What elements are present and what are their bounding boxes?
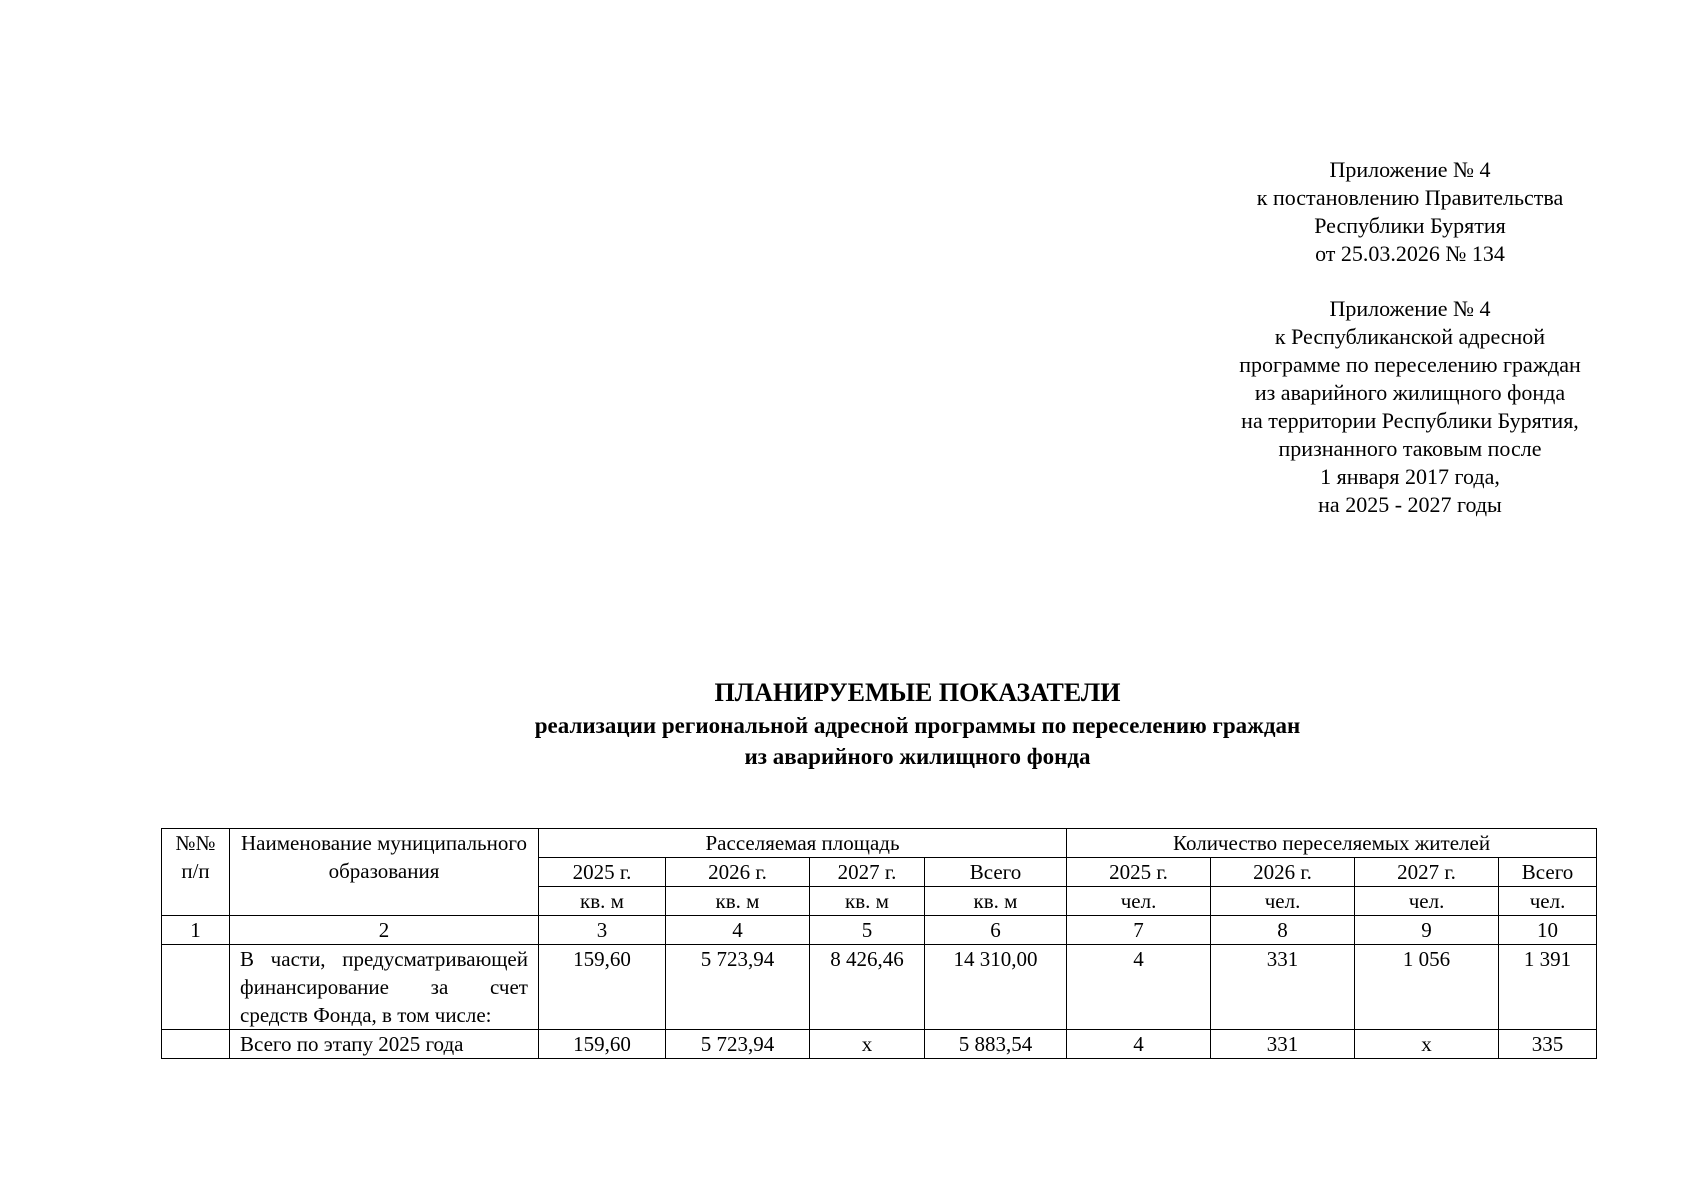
title-subtitle-line-1: реализации региональной адресной программы по переселению граждан [534,713,1301,738]
appendix-line: Приложение № 4 [1329,157,1491,182]
header-unit: кв. м [539,887,666,916]
row-value: 5 883,54 [925,1030,1067,1059]
header-unit: чел. [1499,887,1597,916]
header-year: 2026 г. [1211,858,1355,887]
column-number: 9 [1355,916,1499,945]
document-title [150,676,1685,772]
header-unit: чел. [1211,887,1355,916]
row-value: 5 723,94 [666,1030,810,1059]
row-value: 1 056 [1355,945,1499,1030]
row-value: 335 [1499,1030,1597,1059]
column-number: 3 [539,916,666,945]
appendix-line: на территории Республики Бурятия, [1241,408,1579,433]
table-row [162,945,1597,1030]
appendix-line: программе по переселению граждан [1239,352,1581,377]
appendix-line: от 25.03.2026 № 134 [1315,241,1505,266]
header-unit: кв. м [666,887,810,916]
header-year: 2025 г. [1067,858,1211,887]
row-value: 159,60 [539,1030,666,1059]
appendix-header-government-decree [1180,156,1640,268]
header-unit: кв. м [810,887,925,916]
appendix-header-program [1180,295,1640,519]
header-year: 2025 г. [539,858,666,887]
appendix-line: к постановлению Правительства [1256,185,1564,210]
column-number-row [162,916,1597,945]
table-row [162,1030,1597,1059]
row-value: 159,60 [539,945,666,1030]
header-group-residents: Количество переселяемых жителей [1067,829,1597,858]
appendix-line: признанного таковым после [1278,436,1542,461]
row-value: 331 [1211,1030,1355,1059]
column-number: 6 [925,916,1067,945]
row-value: 14 310,00 [925,945,1067,1030]
appendix-line: Приложение № 4 [1329,296,1491,321]
indicators-table [161,828,1597,1059]
column-number: 1 [162,916,230,945]
row-name: Всего по этапу 2025 года [230,1030,539,1059]
column-number: 2 [230,916,539,945]
appendix-line: из аварийного жилищного фонда [1254,380,1566,405]
header-row-groups [162,829,1597,858]
header-year: Всего [1499,858,1597,887]
header-group-area: Расселяемая площадь [539,829,1067,858]
row-value: 4 [1067,1030,1211,1059]
column-number: 7 [1067,916,1211,945]
row-name: В части, предусматривающей финансирование за счет средств Фонда, в том числе: [230,945,539,1030]
appendix-line: на 2025 - 2027 годы [1318,492,1502,517]
row-value: 1 391 [1499,945,1597,1030]
header-year: 2027 г. [810,858,925,887]
row-value: 8 426,46 [810,945,925,1030]
title-main: ПЛАНИРУЕМЫЕ ПОКАЗАТЕЛИ [714,678,1121,707]
appendix-line: к Республиканской адресной [1274,324,1546,349]
row-value: х [1355,1030,1499,1059]
column-number: 5 [810,916,925,945]
title-subtitle-line-2: из аварийного жилищного фонда [744,744,1091,769]
column-number: 8 [1211,916,1355,945]
row-value: 4 [1067,945,1211,1030]
header-unit: кв. м [925,887,1067,916]
header-year: 2027 г. [1355,858,1499,887]
header-unit: чел. [1355,887,1499,916]
appendix-line: 1 января 2017 года, [1320,464,1500,489]
header-unit: чел. [1067,887,1211,916]
column-number: 4 [666,916,810,945]
header-year: Всего [925,858,1067,887]
row-value: х [810,1030,925,1059]
header-year: 2026 г. [666,858,810,887]
header-num: №№ п/п [162,829,230,916]
row-num [162,945,230,1030]
row-num [162,1030,230,1059]
header-name: Наименование муниципального образования [230,829,539,916]
row-value: 331 [1211,945,1355,1030]
column-number: 10 [1499,916,1597,945]
row-value: 5 723,94 [666,945,810,1030]
appendix-line: Республики Бурятия [1314,213,1506,238]
